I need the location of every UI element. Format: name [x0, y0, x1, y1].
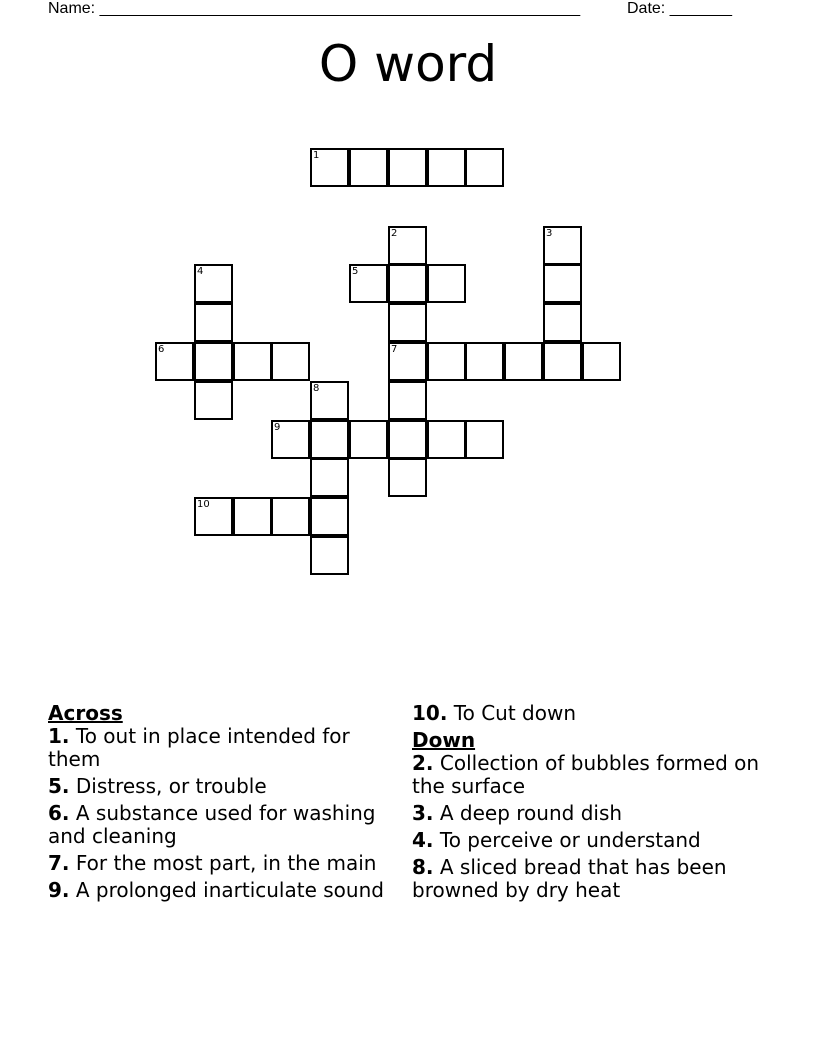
clue-text: A deep round dish	[439, 801, 623, 825]
cell-number: 10	[197, 499, 210, 510]
grid-cell[interactable]	[233, 497, 272, 536]
clues-column-right	[412, 702, 772, 906]
grid-cell[interactable]	[504, 342, 543, 381]
clue-text: To perceive or understand	[439, 828, 701, 852]
grid-cell[interactable]	[194, 342, 233, 381]
cell-number: 6	[158, 344, 165, 355]
grid-cell[interactable]	[427, 420, 466, 459]
grid-cell[interactable]	[582, 342, 621, 381]
down-heading: Down	[412, 728, 476, 752]
cell-number: 1	[313, 150, 320, 161]
grid-cell[interactable]	[388, 420, 427, 459]
down-clue	[412, 802, 772, 825]
cell-number: 5	[352, 266, 359, 277]
grid-cell[interactable]	[310, 148, 349, 187]
grid-cell[interactable]	[271, 497, 310, 536]
grid-cell[interactable]	[233, 342, 272, 381]
across-clue	[412, 702, 772, 725]
grid-cell[interactable]	[388, 148, 427, 187]
cell-number: 4	[197, 266, 204, 277]
grid-cell[interactable]	[194, 497, 233, 536]
grid-cell[interactable]	[427, 264, 466, 303]
across-heading: Across	[48, 701, 123, 725]
clue-number: 3.	[412, 801, 434, 825]
grid-cell[interactable]	[194, 264, 233, 303]
grid-cell[interactable]	[194, 303, 233, 342]
cell-number: 9	[274, 422, 281, 433]
date-line: Date: _______	[627, 0, 732, 17]
clue-number: 5.	[48, 774, 70, 798]
clue-text: A sliced bread that has been browned by dry heat	[412, 855, 727, 902]
across-clue	[48, 775, 388, 798]
cell-number: 3	[546, 228, 553, 239]
name-line: Name: ______________________________________________________	[48, 0, 581, 17]
grid-cell[interactable]	[349, 148, 388, 187]
across-clue	[48, 802, 388, 848]
grid-cell[interactable]	[388, 264, 427, 303]
clue-text: A prolonged inarticulate sound	[75, 878, 384, 902]
clue-number: 6.	[48, 801, 70, 825]
grid-cell[interactable]	[271, 342, 310, 381]
grid-cell[interactable]	[310, 458, 349, 497]
clue-number: 9.	[48, 878, 70, 902]
cell-number: 8	[313, 383, 320, 394]
grid-cell[interactable]	[388, 342, 427, 381]
clue-number: 4.	[412, 828, 434, 852]
grid-cell[interactable]	[543, 342, 582, 381]
grid-cell[interactable]	[271, 420, 310, 459]
down-clue	[412, 752, 772, 798]
grid-cell[interactable]	[465, 148, 504, 187]
cell-number: 7	[391, 344, 398, 355]
down-clue	[412, 856, 772, 902]
clue-number: 2.	[412, 751, 434, 775]
clue-text: To out in place intended for them	[48, 724, 350, 771]
clue-text: To Cut down	[453, 701, 577, 725]
grid-cell[interactable]	[388, 303, 427, 342]
grid-cell[interactable]	[427, 148, 466, 187]
grid-cell[interactable]	[388, 381, 427, 420]
grid-cell[interactable]	[388, 226, 427, 265]
clue-number: 8.	[412, 855, 434, 879]
clue-number: 7.	[48, 851, 70, 875]
clues-column-left	[48, 702, 388, 906]
grid-cell[interactable]	[465, 420, 504, 459]
grid-cell[interactable]	[310, 381, 349, 420]
clue-text: Distress, or trouble	[75, 774, 267, 798]
grid-cell[interactable]	[310, 497, 349, 536]
grid-cell[interactable]	[194, 381, 233, 420]
page-title: O word	[318, 35, 498, 93]
grid-cell[interactable]	[388, 458, 427, 497]
grid-cell[interactable]	[310, 420, 349, 459]
grid-cell[interactable]	[543, 303, 582, 342]
clue-number: 1.	[48, 724, 70, 748]
across-clue	[48, 852, 388, 875]
across-clue	[48, 725, 388, 771]
grid-cell[interactable]	[543, 226, 582, 265]
down-clue	[412, 829, 772, 852]
grid-cell[interactable]	[427, 342, 466, 381]
grid-cell[interactable]	[155, 342, 194, 381]
grid-cell[interactable]	[349, 420, 388, 459]
cell-number: 2	[391, 228, 398, 239]
grid-cell[interactable]	[543, 264, 582, 303]
grid-cell[interactable]	[465, 342, 504, 381]
grid-cell[interactable]	[310, 536, 349, 575]
grid-cell[interactable]	[349, 264, 388, 303]
clue-number: 10.	[412, 701, 448, 725]
clue-text: For the most part, in the main	[75, 851, 377, 875]
across-clue	[48, 879, 388, 902]
clue-text: Collection of bubbles formed on the surface	[412, 751, 760, 798]
clue-text: A substance used for washing and cleaning	[48, 801, 376, 848]
